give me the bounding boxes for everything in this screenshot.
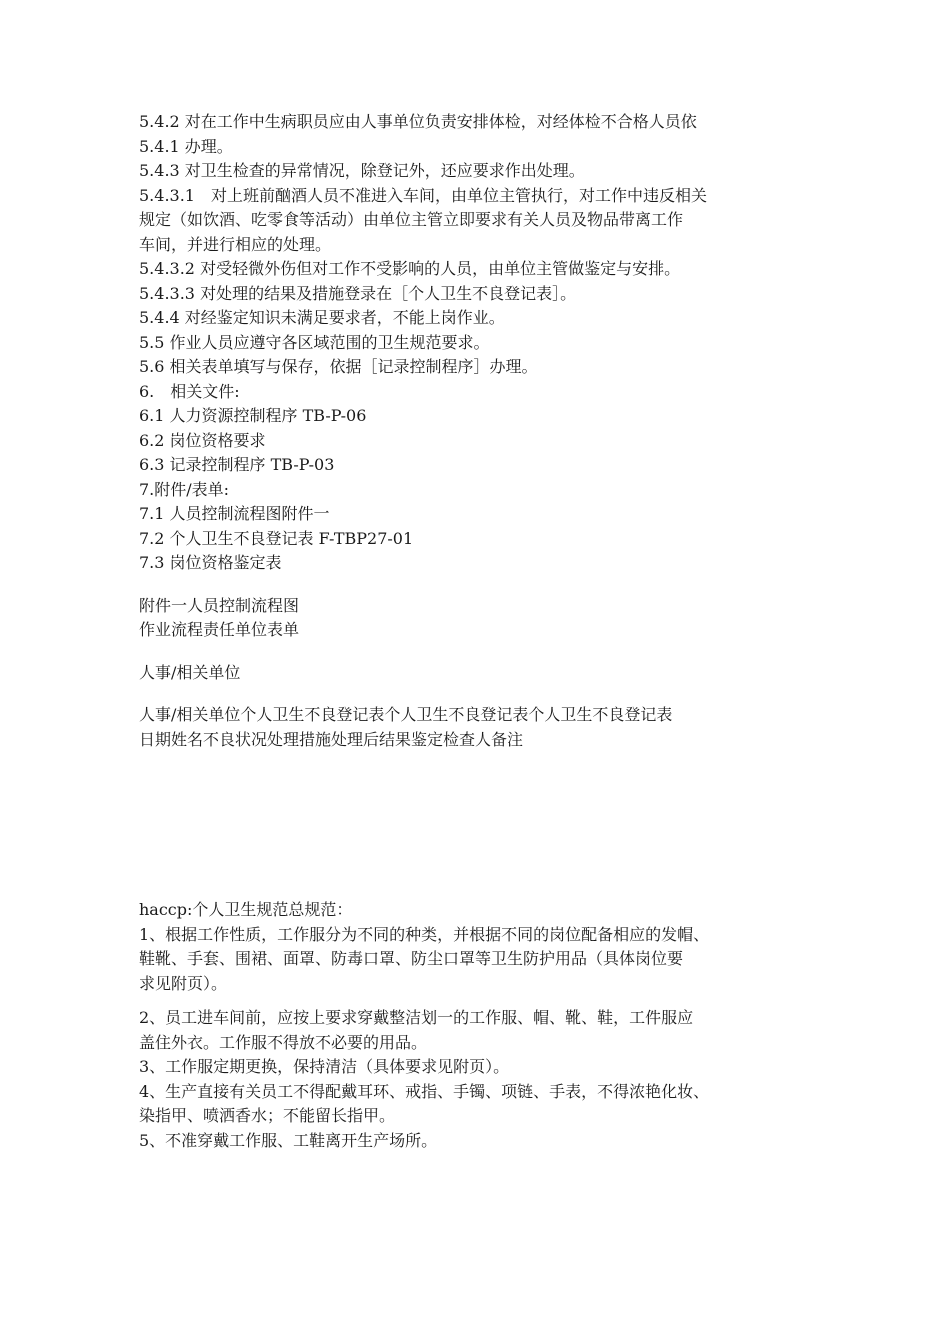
- text-line: 5.4.3 对卫生检查的异常情况，除登记外，还应要求作出处理。: [139, 161, 585, 180]
- text-line: 5.5 作业人员应遵守各区域范围的卫生规范要求。: [139, 332, 490, 352]
- section-5-block: [139, 110, 829, 576]
- text-line: 盖住外衣。工作服不得放不必要的用品。: [139, 1032, 428, 1052]
- document-page: [139, 110, 829, 1153]
- attachment-block: [139, 594, 829, 643]
- text-line: 5、不准穿戴工作服、工鞋离开生产场所。: [139, 1130, 438, 1150]
- text-line: 2、员工进车间前，应按上要求穿戴整洁划一的工作服、帽、靴、鞋，工件服应: [139, 1008, 694, 1027]
- text-line: 5.4.2 对在工作中生病职员应由人事单位负责安排体检，对经体检不合格人员依: [139, 112, 697, 131]
- text-line: 6.3 记录控制程序 TB-P-03: [139, 455, 335, 474]
- text-line: 鞋靴、手套、围裙、面罩、防毒口罩、防尘口罩等卫生防护用品（具体岗位要: [139, 949, 684, 968]
- text-line: 5.4.3.1 对上班前酗酒人员不准进入车间，由单位主管执行，对工作中违反相关: [139, 185, 707, 205]
- spacer: [139, 576, 829, 594]
- spacer: [139, 752, 829, 898]
- text-line: 5.4.3.3 对处理的结果及措施登录在［个人卫生不良登记表］。: [139, 283, 577, 303]
- text-line: 求见附页）。: [139, 973, 228, 993]
- text-line: 5.4.3.2 对受轻微外伤但对工作不受影响的人员，由单位主管做鉴定与安排。: [139, 259, 681, 278]
- attachment-subtitle: 作业流程责任单位表单: [139, 620, 300, 639]
- section-heading: 6. 相关文件:: [139, 381, 240, 401]
- text-line: 车间，并进行相应的处理。: [139, 234, 332, 254]
- text-line: 7.3 岗位资格鉴定表: [139, 553, 282, 572]
- spacer: [139, 996, 829, 1006]
- attachment-title: 附件一人员控制流程图: [139, 595, 300, 615]
- text-line: 3、工作服定期更换，保持清洁（具体要求见附页）。: [139, 1057, 510, 1076]
- text-line: 6.2 岗位资格要求: [139, 430, 266, 450]
- text-line: 5.4.4 对经鉴定知识未满足要求者，不能上岗作业。: [139, 308, 505, 327]
- form-table-header: 人事/相关单位个人卫生不良登记表个人卫生不良登记表个人卫生不良登记表: [139, 705, 673, 724]
- text-line: 7.2 个人卫生不良登记表 F-TBP27-01: [139, 528, 414, 548]
- text-line: 染指甲、喷洒香水；不能留长指甲。: [139, 1106, 396, 1125]
- spacer: [139, 685, 829, 703]
- hr-unit-label: 人事/相关单位: [139, 662, 241, 682]
- form-table-block: [139, 703, 829, 752]
- text-line: 5.4.1 办理。: [139, 136, 233, 156]
- text-line: 规定（如饮酒、吃零食等活动）由单位主管立即要求有关人员及物品带离工作: [139, 210, 684, 229]
- haccp-block: [139, 898, 829, 1153]
- text-line: 6.1 人力资源控制程序 TB-P-06: [139, 406, 367, 425]
- text-line: 1、根据工作性质，工作服分为不同的种类，并根据不同的岗位配备相应的发帽、: [139, 924, 710, 944]
- text-line: 4、生产直接有关员工不得配戴耳环、戒指、手镯、项链、手表，不得浓艳化妆、: [139, 1081, 710, 1101]
- form-table-columns: 日期姓名不良状况处理措施处理后结果鉴定检查人备注: [139, 729, 524, 749]
- haccp-title: haccp:个人卫生规范总规范：: [139, 900, 353, 919]
- spacer: [139, 643, 829, 661]
- section-heading: 7.附件/表单:: [139, 479, 230, 499]
- text-line: 5.6 相关表单填写与保存，依据［记录控制程序］办理。: [139, 357, 538, 376]
- text-line: 7.1 人员控制流程图附件一: [139, 504, 330, 523]
